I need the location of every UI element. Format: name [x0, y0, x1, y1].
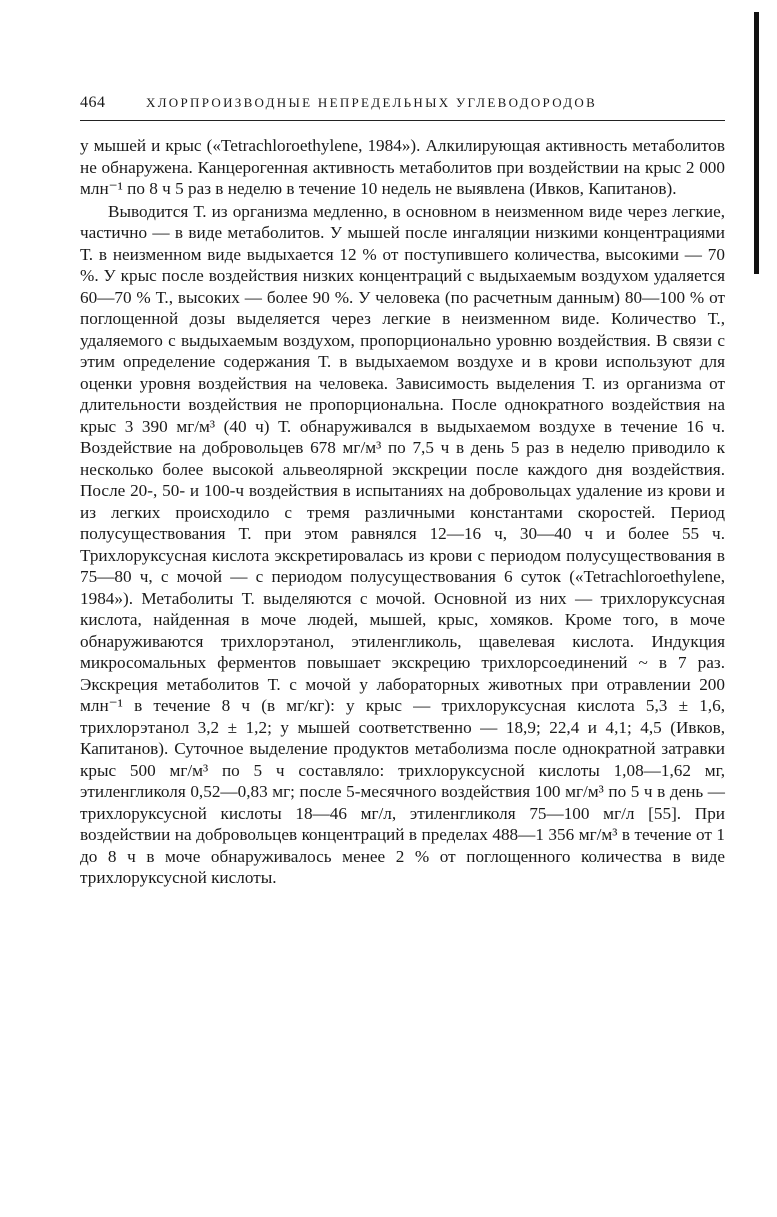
book-page [80, 94, 725, 889]
running-head [80, 94, 725, 121]
body-text [80, 135, 725, 889]
running-head-title: ХЛОРПРОИЗВОДНЫЕ НЕПРЕДЕЛЬНЫХ УГЛЕВОДОРОДОВ [146, 95, 598, 110]
paragraph-excretion: Выводится Т. из организма медленно, в основном в неизменном виде через легкие, частично — в виде метаболитов. У мышей после ингаляции низкими концентрациями Т. в неизменном виде выдыхается 12 % от поступившего количества, высокими — 70 %. У крыс после воздействия низких концентраций с выдыхаемым воздухом удаляется 60—70 % Т., высоких — более 90 %. У человека (по расчетным данным) 80—100 % от поглощенной дозы выделяется через легкие в неизменном виде. Количество Т., удаляемого с выдыхаемым воздухом, пропорционально уровню воздействия. В связи с этим определение содержания Т. в выдыхаемом воздухе и в крови используют для оценки уровня воздействия на человека. Зависимость выделения Т. из организма от длительности воздействия не пропорциональна. После однократного воздействия на крыс 3 390 мг/м³ (40 ч) Т. обнаруживался в выдыхаемом воздухе в течение 16 ч. Воздействие на добровольцев 678 мг/м³ по 7,5 ч в день 5 раз в неделю приводило к несколько более высокой альвеолярной экскреции после каждого дня воздействия. После 20-, 50- и 100-ч воздействия в испытаниях на добровольцах удаление из крови и из легких происходило с тремя различными константами скоростей. Период полусуществования Т. при этом равнялся 12—16 ч, 30—40 ч и более 55 ч. Трихлоруксусная кислота экскретировалась из крови с периодом полусуществования в 75—80 ч, с мочой — с периодом полусуществования 6 суток («Tetrachloroethylene, 1984»). Метаболиты Т. выделяются с мочой. Основной из них — трихлоруксусная кислота, найденная в моче людей, мышей, крыс, хомяков. Кроме того, в моче обнаруживаются трихлорэтанол, этиленгликоль, щавелевая кислота. Индукция микросомальных ферментов повышает экскрецию трихлорсоединений ~ в 7 раз. Экскреция метаболитов Т. с мочой у лабораторных животных при отравлении 200 млн⁻¹ в течение 8 ч (в мг/кг): у крыс — трихлоруксусная кислота 5,3 ± 1,6, трихлорэтанол 3,2 ± 1,2; у мышей соответственно — 18,9; 22,4 и 4,1; 4,5 (Ивков, Капитанов). Суточное выделение продуктов метаболизма после однократной затравки крыс 500 мг/м³ по 5 ч составляло: трихлоруксусной кислоты 1,08—1,62 мг, этиленгликоля 0,52—0,83 мг; после 5-месячного воздействия 100 мг/м³ по 5 ч в день — трихлоруксусной кислоты 18—46 мг/л, этиленгликоля 75—100 мг/л [55]. При воздействии на добровольцев концентраций в пределах 488—1 356 мг/м³ в течение от 1 до 8 ч в моче обнаруживалось менее 2 % от поглощенного количества в виде трихлоруксусной кислоты. [80, 201, 725, 887]
paragraph-continuation: у мышей и крыс («Tetrachloroethylene, 1984»). Алкилирующая активность метаболитов не обнаружена. Канцерогенная активность метаболитов при воздействии на крыс 2 000 млн⁻¹ по 8 ч 5 раз в неделю в течение 10 недель не выявлена (Ивков, Капитанов). [80, 136, 725, 198]
page-edge-shadow [754, 12, 759, 274]
page-number: 464 [80, 94, 106, 111]
